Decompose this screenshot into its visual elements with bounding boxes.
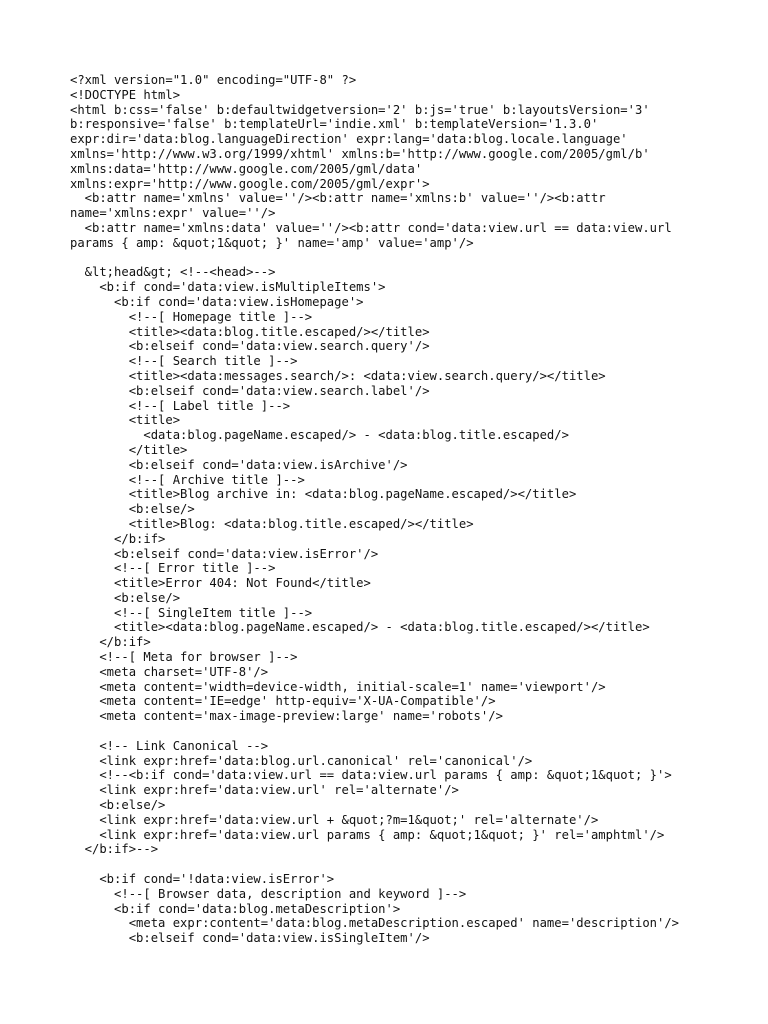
code-line: <b:attr name='xmlns' value=''/><b:attr name='xmlns:b' value=''/><b:attr (70, 191, 606, 206)
code-line (70, 251, 679, 266)
code-line: <title> (70, 413, 181, 428)
code-line: <data:blog.pageName.escaped/> - <data:blog.title.escaped/> (70, 428, 569, 443)
code-line: </b:if> (70, 635, 151, 650)
code-line: <html b:css='false' b:defaultwidgetversion='2' b:js='true' b:layoutsVersion='3' (70, 102, 650, 117)
code-line: <title>Blog: <data:blog.title.escaped/></title> (70, 516, 474, 531)
code-line: name='xmlns:expr' value=''/> (70, 206, 276, 221)
code-line: params { amp: &quot;1&quot; }' name='amp' value='amp'/> (70, 235, 474, 250)
code-line: <b:attr name='xmlns:data' value=''/><b:attr cond='data:view.url == data:view.url (70, 220, 672, 235)
code-line: <!--[ Search title ]--> (70, 354, 298, 369)
code-line: <b:if cond='data:view.isHomepage'> (70, 294, 364, 309)
code-listing (70, 73, 679, 946)
code-line: <!--[ Archive title ]--> (70, 472, 305, 487)
code-line (70, 724, 679, 739)
code-line: <link expr:href='data:view.url + &quot;?m=1&quot;' rel='alternate'/> (70, 812, 599, 827)
code-line: <title>Blog archive in: <data:blog.pageName.escaped/></title> (70, 487, 577, 502)
code-line: <!--[ SingleItem title ]--> (70, 605, 313, 620)
code-line: xmlns:data='http://www.google.com/2005/gml/data' (70, 161, 423, 176)
code-line: <title>Error 404: Not Found</title> (70, 576, 371, 591)
code-line: <!--[ Label title ]--> (70, 398, 291, 413)
code-line: <b:if cond='data:blog.metaDescription'> (70, 901, 401, 916)
code-line: xmlns='http://www.w3.org/1999/xhtml' xmlns:b='http://www.google.com/2005/gml/b' (70, 146, 650, 161)
code-line: <!--[ Homepage title ]--> (70, 309, 313, 324)
code-line (70, 857, 679, 872)
code-line: </b:if> (70, 531, 166, 546)
code-line: <link expr:href='data:view.url params { amp: &quot;1&quot; }' rel='amphtml'/> (70, 827, 665, 842)
code-line: <!--[ Meta for browser ]--> (70, 650, 298, 665)
code-line: <!DOCTYPE html> (70, 87, 181, 102)
code-line: <b:if cond='data:view.isMultipleItems'> (70, 280, 386, 295)
code-line: &lt;head&gt; <!--<head>--> (70, 265, 276, 280)
code-line: b:responsive='false' b:templateUrl='indie.xml' b:templateVersion='1.3.0' (70, 117, 599, 132)
code-line: </title> (70, 442, 188, 457)
code-line: <!-- Link Canonical --> (70, 738, 269, 753)
code-line: xmlns:expr='http://www.google.com/2005/gml/expr'> (70, 176, 430, 191)
code-line: <b:elseif cond='data:view.isSingleItem'/> (70, 931, 430, 946)
code-line: <b:else/> (70, 590, 181, 605)
code-line: <title><data:messages.search/>: <data:view.search.query/></title> (70, 368, 606, 383)
code-line: <meta content='max-image-preview:large' name='robots'/> (70, 709, 503, 724)
code-line: <meta content='IE=edge' http-equiv='X-UA-Compatible'/> (70, 694, 496, 709)
code-line: <b:elseif cond='data:view.search.query'/> (70, 339, 430, 354)
code-line: <b:if cond='!data:view.isError'> (70, 872, 335, 887)
code-line: <!--<b:if cond='data:view.url == data:view.url params { amp: &quot;1&quot; }'> (70, 768, 672, 783)
code-line: <b:else/> (70, 798, 166, 813)
code-line: <b:elseif cond='data:view.isError'/> (70, 546, 379, 561)
code-line: </b:if>--> (70, 842, 159, 857)
code-line: <title><data:blog.pageName.escaped/> - <data:blog.title.escaped/></title> (70, 620, 650, 635)
code-line: expr:dir='data:blog.languageDirection' expr:lang='data:blog.locale.language' (70, 132, 628, 147)
code-line: <?xml version="1.0" encoding="UTF-8" ?> (70, 73, 357, 87)
code-line: <link expr:href='data:view.url' rel='alternate'/> (70, 783, 459, 798)
code-line: <link expr:href='data:blog.url.canonical' rel='canonical'/> (70, 753, 533, 768)
code-line: <b:elseif cond='data:view.search.label'/> (70, 383, 430, 398)
code-line: <!--[ Error title ]--> (70, 561, 276, 576)
code-line: <b:elseif cond='data:view.isArchive'/> (70, 457, 408, 472)
code-line: <meta expr:content='data:blog.metaDescription.escaped' name='description'/> (70, 916, 680, 931)
code-line: <meta content='width=device-width, initial-scale=1' name='viewport'/> (70, 679, 606, 694)
code-line: <!--[ Browser data, description and keyword ]--> (70, 886, 467, 901)
code-line: <meta charset='UTF-8'/> (70, 664, 269, 679)
code-line: <title><data:blog.title.escaped/></title> (70, 324, 430, 339)
code-line: <b:else/> (70, 502, 195, 517)
